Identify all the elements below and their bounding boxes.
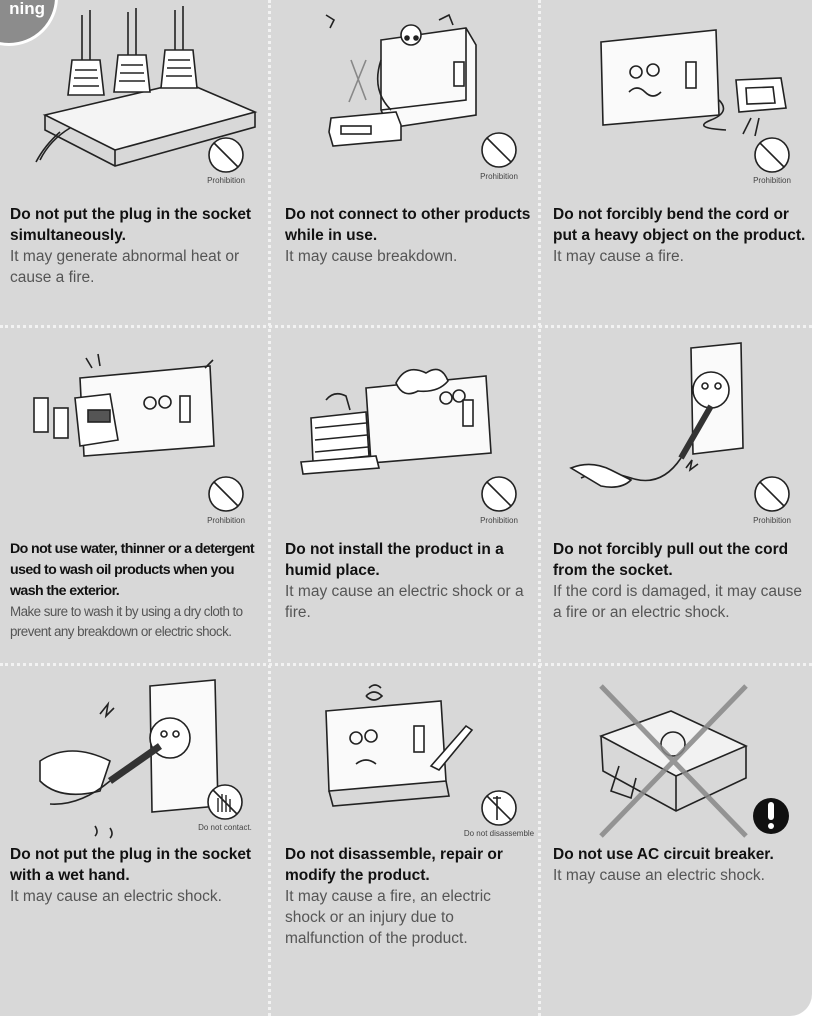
pull-cord-illustration <box>541 328 812 528</box>
no-contact-label: Do not contact. <box>198 823 252 832</box>
warning-title: Do not use water, thinner or a detergent used to wash oil products when you wash the exterior. <box>10 541 255 599</box>
warning-cell-ac-breaker <box>541 666 812 1016</box>
warning-body: It may cause an electric shock or a fire. <box>285 583 524 621</box>
warning-title: Do not forcibly bend the cord or put a heavy object on the product. <box>553 206 806 244</box>
multi-plug-illustration <box>0 0 268 200</box>
prohibition-label: Prohibition <box>207 176 245 185</box>
prohibition-icon <box>209 477 243 511</box>
warning-title: Do not forcibly pull out the cord from the socket. <box>553 541 789 579</box>
prohibition-icon <box>209 138 243 172</box>
wash-exterior-illustration <box>0 328 268 528</box>
warning-cell-bend-cord <box>541 0 812 325</box>
warning-cell-humid-place <box>271 328 538 663</box>
warning-title: Do not connect to other products while in use. <box>285 206 531 244</box>
warning-body: It may cause a fire. <box>553 248 684 265</box>
warning-body: It may cause an electric shock. <box>10 888 222 905</box>
prohibition-label: Prohibition <box>480 516 518 525</box>
warning-cell-pull-cord <box>541 328 812 663</box>
warning-body: It may cause an electric shock. <box>553 867 765 884</box>
warning-title: Do not disassemble, repair or modify the product. <box>285 846 503 884</box>
warning-cell-disassemble <box>271 666 538 1016</box>
ac-breaker-illustration <box>541 666 812 866</box>
prohibition-icon <box>482 477 516 511</box>
warning-title: Do not install the product in a humid place. <box>285 541 504 579</box>
humid-place-illustration <box>271 328 538 528</box>
no-disassemble-icon <box>482 791 516 825</box>
warning-body: If the cord is damaged, it may cause a fire or an electric shock. <box>553 583 802 621</box>
warning-badge-label: ning <box>9 0 45 18</box>
warning-cell-wash-exterior <box>0 328 268 663</box>
prohibition-label: Prohibition <box>753 516 791 525</box>
bend-cord-illustration <box>541 0 812 200</box>
prohibition-icon <box>482 133 516 167</box>
warning-body: It may generate abnormal heat or cause a fire. <box>10 248 240 286</box>
warning-body: It may cause breakdown. <box>285 248 458 265</box>
warning-cell-plug-multiple <box>0 0 268 325</box>
warning-title: Do not put the plug in the socket simultaneously. <box>10 206 252 244</box>
connect-products-illustration <box>271 0 538 200</box>
no-disassemble-label: Do not disassemble <box>463 829 535 838</box>
wet-hand-illustration <box>0 666 268 866</box>
no-contact-icon <box>208 785 242 819</box>
warning-title: Do not put the plug in the socket with a wet hand. <box>10 846 252 884</box>
warning-cell-connect-products <box>271 0 538 325</box>
prohibition-label: Prohibition <box>480 172 518 181</box>
prohibition-icon <box>755 477 789 511</box>
warning-cell-wet-hand <box>0 666 268 1016</box>
exclamation-icon <box>753 798 789 834</box>
warning-body: It may cause a fire, an electric shock or an injury due to malfunction of the product. <box>285 888 491 947</box>
prohibition-icon <box>755 138 789 172</box>
prohibition-label: Prohibition <box>207 516 245 525</box>
warning-title: Do not use AC circuit breaker. <box>553 846 774 863</box>
warning-body: Make sure to wash it by using a dry cloth to prevent any breakdown or electric shock. <box>10 604 243 639</box>
prohibition-label: Prohibition <box>753 176 791 185</box>
